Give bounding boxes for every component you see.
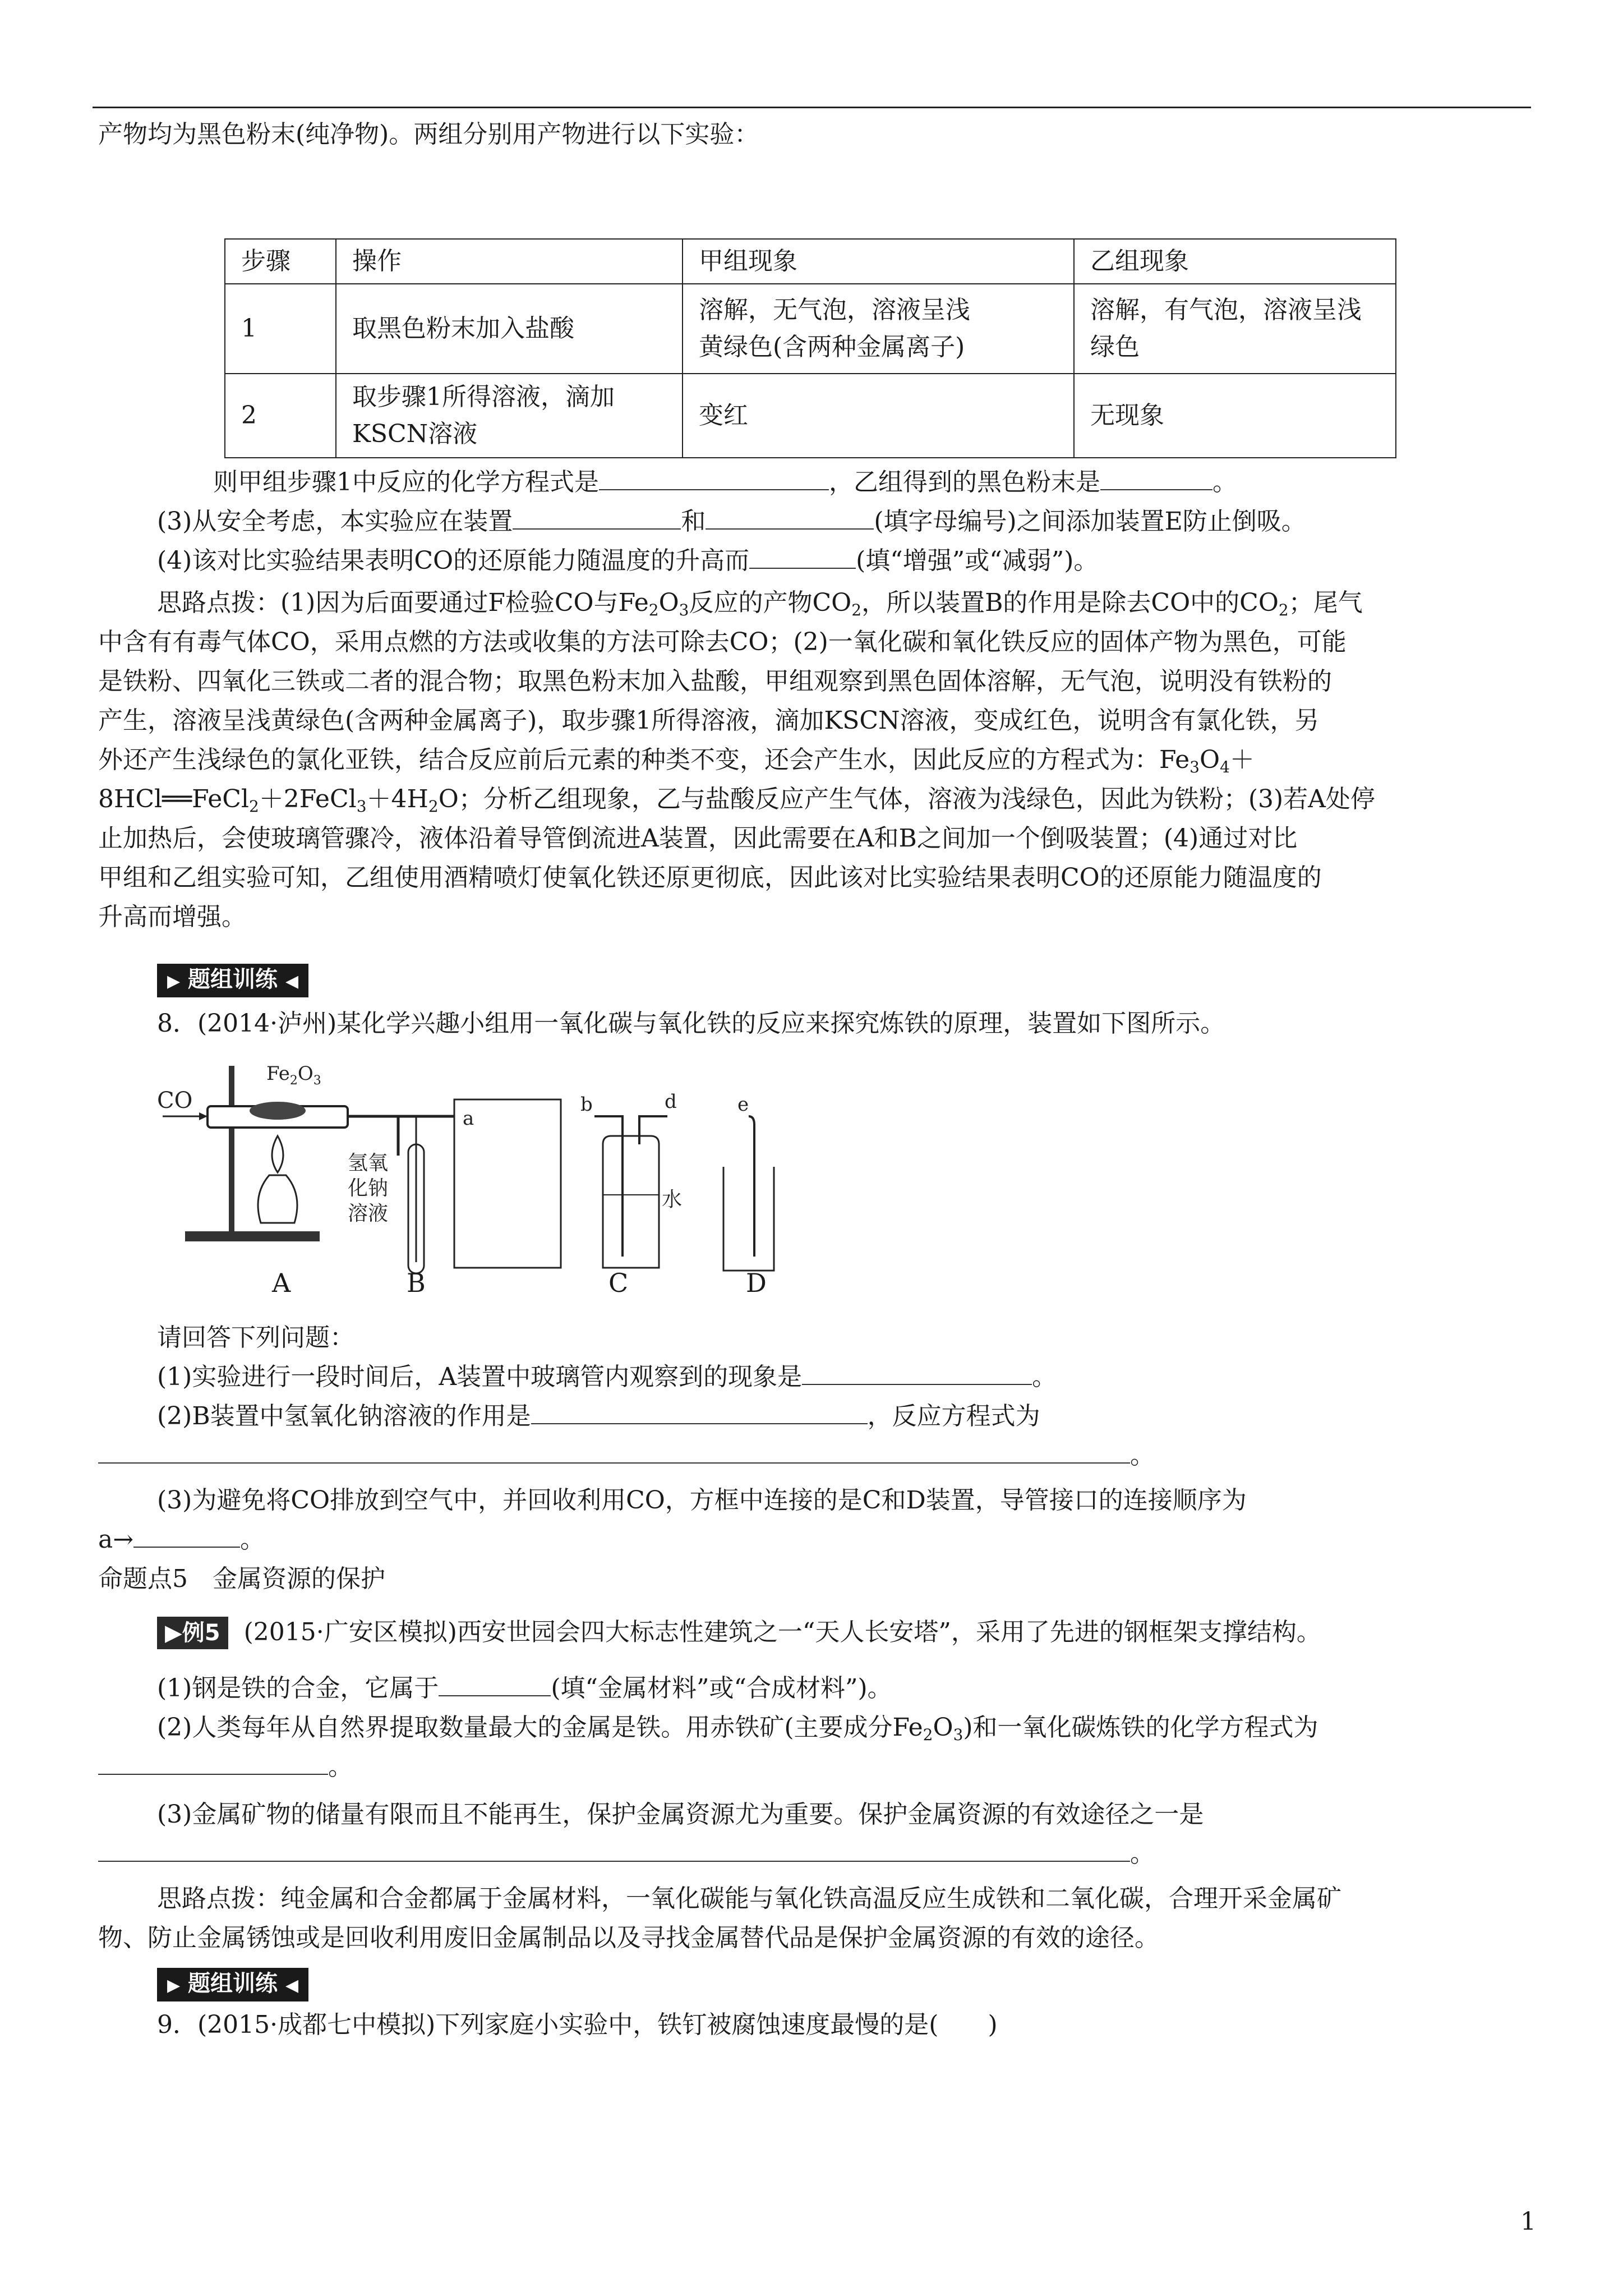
page-number: 1 [1520, 2207, 1536, 2236]
flame [272, 1136, 283, 1172]
q8-2-answer-line [98, 1436, 1534, 1475]
q8-prompt: 请回答下列问题： [157, 1323, 354, 1352]
table-row [225, 284, 1396, 374]
triangle-left-icon: ◀ [285, 972, 299, 991]
ex5-1-text: (1)钢是铁的合金，它属于 [157, 1674, 439, 1703]
cell-line: 取步骤1所得溶液，滴加 [352, 383, 615, 411]
ex5-3-answer-line [98, 1834, 1534, 1874]
triangle-left-icon: ◀ [285, 1976, 299, 1995]
subscript: 2 [923, 1726, 933, 1744]
period: 。 [328, 1752, 353, 1781]
ex5-1-line [98, 1669, 1593, 1708]
subscript: 2 [851, 601, 862, 619]
answer-blank[interactable] [513, 506, 681, 530]
answer-blank[interactable] [133, 1524, 240, 1548]
q8-1-text: (1)实验进行一段时间后，A装置中玻璃管内观察到的现象是 [157, 1363, 803, 1391]
subscript: 3 [953, 1726, 963, 1744]
subscript: 3 [356, 797, 367, 816]
q8-2-line [98, 1397, 1593, 1436]
subscript: 4 [1220, 758, 1230, 776]
answer-blank[interactable] [802, 1361, 1032, 1385]
q8-2-text: ，反应方程式为 [867, 1402, 1040, 1430]
ex5-2-answer-line [98, 1747, 1534, 1787]
hint-text: O；分析乙组现象，乙与盐酸反应产生气体，溶液为浅绿色，因此为铁粉；(3)若A处停 [438, 785, 1375, 813]
table-cell [683, 284, 1074, 374]
q2-text: 则甲组步骤1中反应的化学方程式是 [213, 468, 599, 496]
hint-text: 外还产生浅绿色的氯化亚铁，结合反应前后元素的种类不变，还会产生水，因此反应的方程式为：Fe [98, 746, 1190, 774]
q4-line [98, 541, 1593, 581]
period: 。 [240, 1525, 265, 1554]
table-row [225, 374, 1396, 458]
hint-text: 反应的产物CO [689, 588, 852, 617]
naoh-label: 化钠 [348, 1177, 389, 1200]
answer-blank[interactable] [98, 1440, 1130, 1464]
hint-text: ＋4H [366, 785, 428, 813]
example5-line [98, 1613, 1593, 1652]
q4-text: (填“增强”或“减弱”)。 [856, 546, 1099, 575]
subscript: 2 [648, 601, 659, 619]
subscript: 3 [1189, 758, 1200, 776]
table-cell [336, 374, 683, 458]
table-header-cell: 甲组现象 [683, 239, 1074, 284]
q8-3-text: a→ [98, 1525, 134, 1554]
q3-text: (填字母编号)之间添加装置E防止倒吸。 [874, 507, 1306, 536]
ex5-1-text: (填“金属材料”或“合成材料”)。 [551, 1674, 892, 1703]
naoh-label: 溶液 [348, 1202, 389, 1225]
arrow-head-icon [199, 1112, 208, 1120]
apparatus-label: B [407, 1268, 426, 1298]
water-label: 水 [662, 1188, 683, 1211]
badge-label: 题组训练 [188, 1971, 278, 1996]
hint1-line: 止加热后，会使玻璃管骤冷，液体沿着导管倒流进A装置，因此需要在A和B之间加一个倒吸装置；(4)通过对比 [98, 824, 1298, 853]
alcohol-lamp [258, 1175, 297, 1223]
header-rule [93, 107, 1531, 108]
table-cell: 变红 [683, 374, 1074, 458]
cell-line: 溶解，有气泡，溶液呈浅 [1090, 296, 1362, 324]
table-header-cell: 操作 [336, 239, 683, 284]
table-cell: 无现象 [1074, 374, 1396, 458]
triangle-right-icon: ▶ [167, 1976, 181, 1995]
hint-text: 8HCl══FeCl [98, 785, 249, 813]
hint1-line: 甲组和乙组实验可知，乙组使用酒精喷灯使氧化铁还原更彻底，因此该对比实验结果表明CO的还原能力随温度的 [98, 863, 1322, 892]
hint1-line [98, 780, 1534, 819]
co-label: CO [157, 1088, 193, 1114]
answer-blank[interactable] [1100, 467, 1212, 490]
iron-stand-rod [229, 1066, 234, 1234]
apparatus-label: D [746, 1268, 767, 1298]
beaker-d [723, 1167, 774, 1271]
hint1-line [98, 740, 1534, 780]
table-cell [1074, 284, 1396, 374]
apparatus-label: C [608, 1268, 629, 1298]
training-badge-row [98, 959, 1593, 999]
cell-line: 绿色 [1090, 333, 1140, 361]
table-cell: 2 [225, 374, 336, 458]
cell-line: KSCN溶液 [352, 420, 478, 448]
apparatus-label: A [272, 1268, 291, 1298]
training-badge-row [98, 1963, 1593, 2003]
apparatus-diagram [151, 1055, 909, 1296]
hint-text: 思路点拨：(1)因为后面要通过F检验CO与Fe [157, 588, 649, 617]
answer-blank[interactable] [531, 1401, 868, 1424]
gas-bottle-c [603, 1136, 659, 1268]
experiment-table [224, 238, 1396, 458]
hint-text: ，所以装置B的作用是除去CO中的CO [861, 588, 1279, 617]
training-badge [157, 964, 308, 997]
hint1-line: 是铁粉、四氧化三铁或二者的混合物；取黑色粉末加入盐酸，甲组观察到黑色固体溶解，无气泡，说明没有铁粉的 [98, 667, 1332, 696]
beaker-tube [749, 1116, 754, 1257]
answer-blank[interactable] [706, 506, 874, 530]
triangle-right-icon: ▶ [165, 1620, 182, 1646]
example-badge [157, 1617, 228, 1649]
hint-text: O [658, 588, 679, 617]
port-label: a [463, 1107, 474, 1130]
hint-text: ；尾气 [1288, 588, 1363, 617]
q8-line: 8．(2014·泸州)某化学兴趣小组用一氧化碳与氧化铁的反应来探究炼铁的原理，装置如下图所示。 [157, 1009, 1225, 1038]
hint2-line: 思路点拨：纯金属和合金都属于金属材料，一氧化碳能与氧化铁高温反应生成铁和二氧化碳，合理开采金属矿 [157, 1884, 1341, 1913]
iron-stand-base [185, 1231, 320, 1241]
table-header-cell: 步骤 [225, 239, 336, 284]
hint-text: O [1200, 746, 1220, 774]
hint1-line: 中含有有毒气体CO，采用点燃的方法或收集的方法可除去CO；(2)一氧化碳和氧化铁反应的固体产物为黑色，可能 [98, 628, 1347, 656]
table-cell: 取黑色粉末加入盐酸 [336, 284, 683, 374]
period: 。 [1032, 1363, 1057, 1391]
port-label: b [580, 1093, 593, 1116]
ex5-3-line: (3)金属矿物的储量有限而且不能再生，保护金属资源尤为重要。保护金属资源的有效途径之一是 [157, 1800, 1204, 1829]
port-label: d [665, 1091, 677, 1113]
q8-3-answer-line [98, 1520, 1534, 1559]
ex5-2-text: (2)人类每年从自然界提取数量最大的金属是铁。用赤铁矿(主要成分Fe [157, 1713, 923, 1742]
cell-line: 溶解，无气泡，溶液呈浅 [699, 296, 970, 324]
period: 。 [1130, 1441, 1155, 1470]
example5-text: (2015·广安区模拟)西安世园会四大标志性建筑之一“天人长安塔”，采用了先进的钢框架支撑结构。 [243, 1618, 1321, 1646]
section-title: 命题点5 金属资源的保护 [98, 1565, 385, 1593]
subscript: 2 [1278, 601, 1289, 619]
port-label: e [737, 1093, 749, 1116]
ex5-2-line [98, 1708, 1593, 1747]
q9-line: 9．(2015·成都七中模拟)下列家庭小实验中，铁钉被腐蚀速度最慢的是( ) [157, 2010, 998, 2039]
intro-line: 产物均为黑色粉末(纯净物)。两组分别用产物进行以下实验： [98, 120, 759, 149]
q8-2-text: (2)B装置中氢氧化钠溶液的作用是 [157, 1402, 531, 1430]
hint2-line: 物、防止金属锈蚀或是回收利用废旧金属制品以及寻找金属替代品是保护金属资源的有效的途径。 [98, 1924, 1159, 1952]
q8-1-line [98, 1358, 1593, 1397]
period: 。 [1212, 468, 1237, 496]
answer-blank[interactable] [599, 467, 829, 490]
naoh-label: 氢氧 [348, 1152, 389, 1175]
hint1-line [98, 583, 1593, 623]
q2-line [98, 463, 1623, 502]
badge-label: 题组训练 [188, 967, 278, 992]
q8-3-line: (3)为避免将CO排放到空气中，并回收利用CO，方框中连接的是C和D装置，导管接口的连接顺序为 [157, 1486, 1247, 1515]
triangle-right-icon: ▶ [167, 972, 181, 991]
answer-blank[interactable] [98, 1838, 1130, 1862]
cell-line: 黄绿色(含两种金属离子) [699, 333, 965, 361]
q2-text: ，乙组得到的黑色粉末是 [829, 468, 1100, 496]
connecting-tube [348, 1116, 398, 1156]
hint-text: ＋2FeCl [259, 785, 357, 813]
table-header-row [225, 239, 1396, 284]
ex5-2-text: )和一氧化碳炼铁的化学方程式为 [963, 1713, 1318, 1742]
fe2o3-label: $Fe_2O_3$ [266, 1062, 321, 1088]
answer-blank[interactable] [749, 545, 856, 569]
period: 。 [1130, 1839, 1155, 1868]
answer-blank[interactable] [98, 1751, 328, 1775]
fe2o3-powder [250, 1102, 306, 1120]
example-badge-label: 例5 [182, 1620, 220, 1646]
hint-text: ＋ [1229, 746, 1255, 774]
subscript: 3 [679, 601, 689, 619]
answer-blank[interactable] [439, 1673, 551, 1696]
q3-text: (3)从安全考虑，本实验应在装置 [157, 507, 513, 536]
q3-line [98, 502, 1593, 541]
hint1-line: 升高而增强。 [98, 903, 246, 931]
q4-text: (4)该对比实验结果表明CO的还原能力随温度的升高而 [157, 546, 750, 575]
subscript: 2 [248, 797, 259, 816]
table-cell: 1 [225, 284, 336, 374]
subscript: 2 [428, 797, 439, 816]
table-header-cell: 乙组现象 [1074, 239, 1396, 284]
q3-text: 和 [681, 507, 706, 536]
training-badge [157, 1968, 308, 2001]
hint1-line: 产生，溶液呈浅黄绿色(含两种金属离子)，取步骤1所得溶液，滴加KSCN溶液，变成红色，说明含有氯化铁，另 [98, 706, 1320, 735]
ex5-2-text: O [933, 1713, 953, 1742]
